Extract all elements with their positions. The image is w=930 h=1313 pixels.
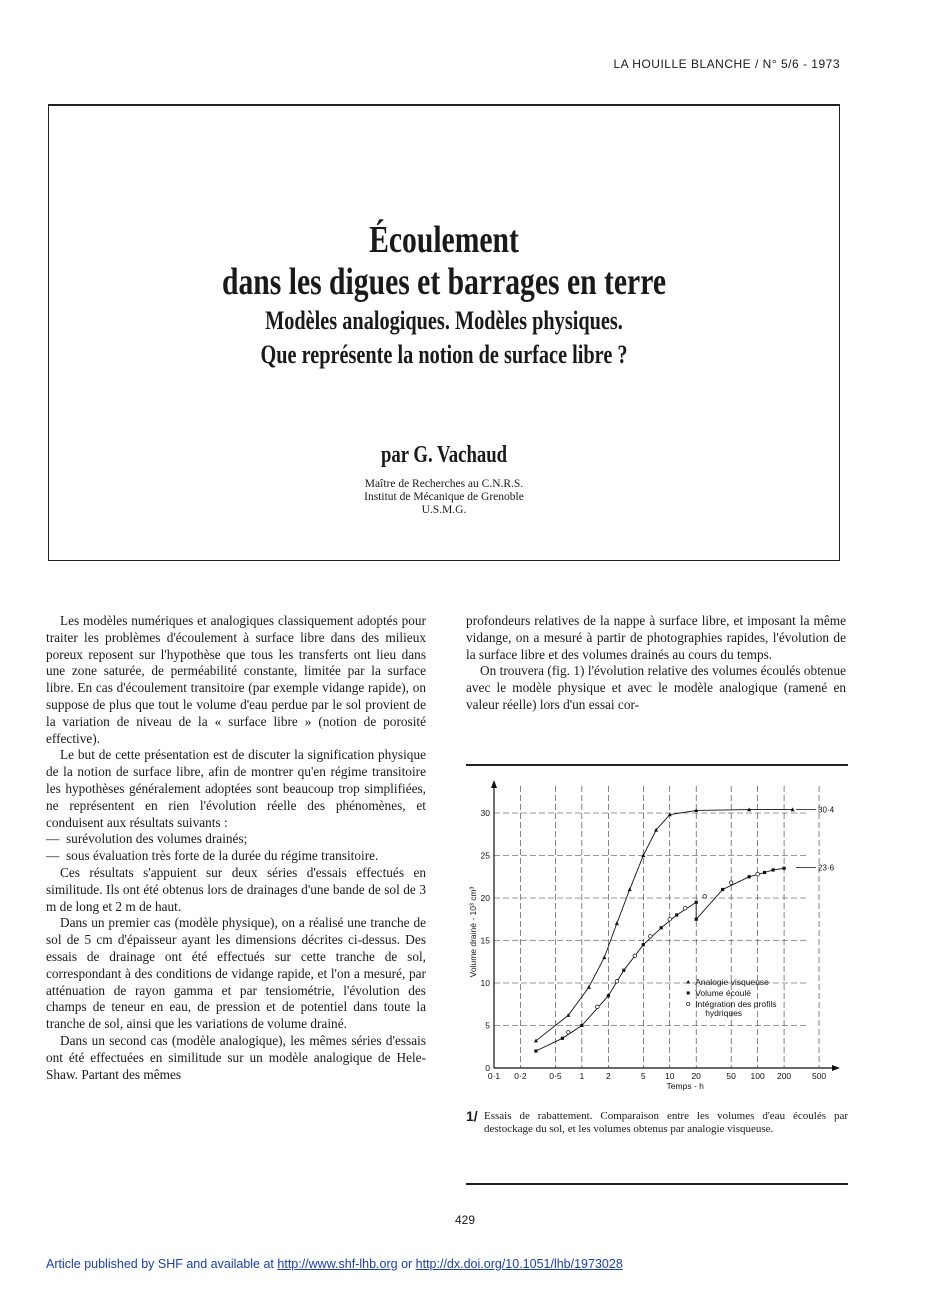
- data-point-circle: [668, 917, 672, 921]
- paragraph: Dans un premier cas (modèle physique), on a réalisé une tranche de sol de 5 cm d'épaisseur ayant les dimensions décrites ci-dessus. Des essais de drainage ont été effectués sur cette tranche de sol, correspondant à des conditions de vidange rapide, et l'on a mesuré, par atténuation de rayon gamma et par tensiométrie, l'évolution des champs de teneur en eau, de pression et de potentiel dans toute la tranche de sol, ainsi que les variations de volume drainé.: [46, 915, 426, 1032]
- x-tick-label: 0·2: [514, 1071, 527, 1081]
- data-point-circle: [683, 906, 687, 910]
- data-point-triangle: [628, 887, 632, 891]
- data-point-circle: [729, 881, 733, 885]
- figure-number: 1/: [466, 1108, 478, 1124]
- data-point-square: [748, 875, 751, 878]
- data-point-triangle: [602, 955, 606, 959]
- x-tick-label: 20: [691, 1071, 701, 1081]
- footer: [46, 1257, 623, 1271]
- y-tick-label: 10: [480, 978, 490, 988]
- data-point-square: [642, 943, 645, 946]
- data-point-square: [771, 868, 774, 871]
- data-point-square: [622, 969, 625, 972]
- x-tick-label: 500: [811, 1071, 827, 1081]
- data-point-square: [561, 1037, 564, 1040]
- y-tick-label: 25: [480, 850, 490, 861]
- data-point-circle: [756, 872, 760, 876]
- article-title: Écoulement: [369, 219, 519, 261]
- legend-entry-cont: hydriques: [705, 1008, 743, 1018]
- data-point-square: [675, 913, 678, 916]
- asymptote-label: 23·6: [818, 863, 835, 873]
- asymptote-label: 30·4: [818, 805, 835, 815]
- footer-prefix: Article published by SHF and available at: [46, 1257, 278, 1271]
- legend-entry: Volume écoulé: [695, 988, 751, 998]
- x-tick-label: 100: [750, 1071, 765, 1081]
- author-affiliation-1: Maître de Recherches au C.N.R.S.: [364, 478, 524, 490]
- paragraph: Le but de cette présentation est de discuter la signification physique de la notion de surface libre, afin de montrer qu'en régime transitoire les hypothèses généralement adoptées sont beaucoup trop simplifiées, ne représentent en rien l'évolution réelle des phénomènes, et conduisent aux résultats suivants :: [46, 747, 426, 830]
- paragraph: On trouvera (fig. 1) l'évolution relative des volumes écoulés obtenue avec le modèle physique et avec le modèle analogique (ramené en valeur réelle) lors d'un essai cor-: [466, 663, 846, 712]
- data-point-triangle: [641, 853, 645, 857]
- legend-marker-triangle: [686, 980, 690, 984]
- figure-bottom-rule: [466, 1183, 848, 1185]
- y-tick-label: 30: [480, 808, 490, 818]
- x-tick-label: 2: [605, 1071, 611, 1081]
- page-number: 429: [454, 1213, 476, 1227]
- article-title-line2: dans les digues et barrages en terre: [221, 261, 666, 303]
- legend-marker-circle: [686, 1002, 689, 1005]
- data-point-triangle: [587, 985, 591, 989]
- data-point-square: [534, 1049, 537, 1052]
- footer-middle: or: [397, 1257, 416, 1271]
- x-axis-label: Temps - h: [666, 1081, 704, 1091]
- paragraph: Dans un second cas (modèle analogique), les mêmes séries d'essais ont été effectuées en similitude sur un modèle analogique de Hele-Shaw. Partant des mêmes: [46, 1032, 426, 1082]
- y-tick-label: 20: [480, 893, 490, 903]
- x-tick-label: 50: [726, 1071, 736, 1081]
- data-point-square: [580, 1024, 583, 1027]
- list-item: — surévolution des volumes drainés;: [46, 831, 426, 848]
- paragraph: Ces résultats s'appuient sur deux séries d'essais effectués en similitude. Ils ont été obtenus lors de drainages d'une bande de sol de 3 m de long et 2 m de haut.: [46, 864, 426, 914]
- data-point-square: [660, 926, 663, 929]
- article-subtitle-line1: Modèles analogiques. Modèles physiques.: [265, 306, 623, 335]
- paragraph: profondeurs relatives de la nappe à surface libre, et imposant la même vidange, on a mesuré à partir de photographies rapides, l'évolution de la surface libre et des volumes drainés au cours du temps.: [466, 613, 846, 662]
- author-affiliation-3: U.S.M.G.: [421, 504, 467, 516]
- legend-entry: Analogie visqueuse: [695, 977, 769, 987]
- paragraph: Les modèles numériques et analogiques classiquement adoptés pour traiter les problèmes d'écoulement à surface libre dans des milieux poreux reposent sur l'hypothèse que tous les transferts ont lieu dans une zone saturée, de perméabilité constante, limitée par la surface libre. En cas d'écoulement transitoire (par exemple vidange rapide), on suppose de plus que tout le volume d'eau perdue par le sol provient de la variation de niveau de la « surface libre » (notion de porosité effective).: [46, 613, 426, 746]
- legend-entry: Intégration des profils: [695, 999, 777, 1009]
- y-axis-label: Volume drainé - 10³ cm³: [468, 886, 478, 978]
- data-point-square: [763, 871, 766, 874]
- right-column: [466, 613, 846, 714]
- data-point-square: [695, 901, 698, 904]
- author-affiliation-2: Institut de Mécanique de Grenoble: [364, 491, 524, 503]
- data-point-triangle: [615, 921, 619, 925]
- y-tick-label: 5: [485, 1020, 490, 1031]
- x-tick-label: 200: [776, 1071, 792, 1081]
- x-tick-label: 10: [665, 1071, 675, 1081]
- x-tick-label: 0·1: [487, 1071, 501, 1081]
- footer-link-shf[interactable]: http://www.shf-lhb.org: [277, 1257, 398, 1271]
- x-tick-label: 5: [640, 1071, 646, 1081]
- data-point-circle: [596, 1005, 600, 1009]
- data-point-circle: [703, 895, 707, 899]
- list-item: — sous évaluation très forte de la durée du régime transitoire.: [46, 848, 426, 865]
- figure-caption-text: Essais de rabattement. Comparaison entre les volumes d'eau écoulés par destockage du sol, et les volumes obtenus par analogie visqueuse.: [484, 1110, 848, 1135]
- x-tick-label: 1: [579, 1071, 585, 1081]
- data-point-square: [782, 867, 785, 870]
- chart-svg: [466, 766, 846, 1106]
- data-point-circle: [566, 1031, 570, 1035]
- bullet-list: [46, 831, 426, 865]
- x-axis-arrow: [832, 1065, 840, 1071]
- author-name: par G. Vachaud: [380, 442, 508, 468]
- y-axis-arrow: [491, 780, 497, 788]
- y-tick-label: 15: [480, 935, 490, 946]
- data-point-circle: [633, 954, 637, 958]
- data-point-square: [721, 888, 724, 891]
- y-tick-label: 0: [485, 1063, 490, 1073]
- data-point-circle: [648, 934, 652, 938]
- data-point-square: [607, 994, 610, 997]
- figure-caption: [466, 1110, 848, 1136]
- running-head: LA HOUILLE BLANCHE / N° 5/6 - 1973: [613, 57, 840, 71]
- data-point-square: [695, 918, 698, 921]
- left-column: [46, 613, 426, 1083]
- x-tick-label: 0·5: [549, 1071, 562, 1081]
- article-subtitle-line2: Que représente la notion de surface libre ?: [260, 340, 628, 369]
- footer-link-doi[interactable]: http://dx.doi.org/10.1051/lhb/1973028: [415, 1257, 623, 1271]
- data-point-circle: [615, 980, 619, 984]
- title-box: [48, 104, 840, 561]
- legend-marker-square: [687, 992, 690, 995]
- series-curve: [536, 868, 784, 1051]
